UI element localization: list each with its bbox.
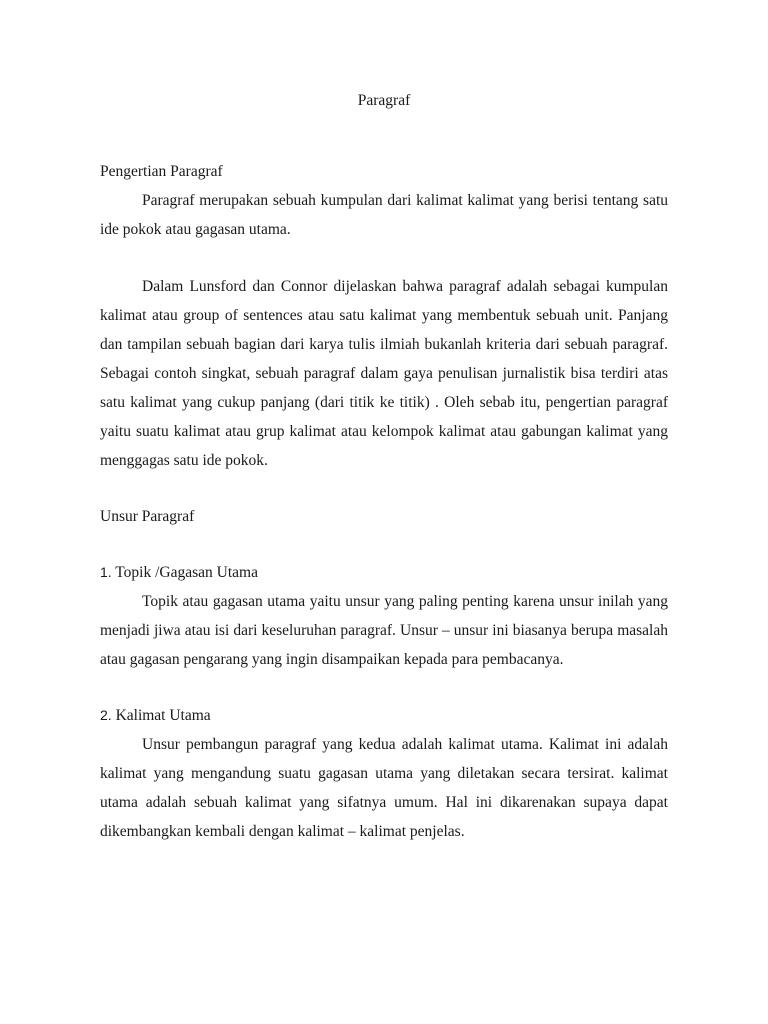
subsection-number: 1. (100, 564, 112, 580)
paragraph-pengertian-2: Dalam Lunsford dan Connor dijelaskan bahwa paragraf adalah sebagai kumpulan kalimat atau group of sentences atau satu kalimat yang membentuk sebuah unit. Panjang dan tampilan sebuah bagian dari karya tulis ilmiah bukanlah kriteria dari sebuah paragraf. Sebagai contoh singkat, sebuah paragraf dalam gaya penulisan jurnalistik bisa terdiri atas satu kalimat yang cukup panjang (dari titik ke titik) . Oleh sebab itu, pengertian paragraf yaitu suatu kalimat atau grup kalimat atau kelompok kalimat atau gabungan kalimat yang menggagas satu ide pokok. (100, 278, 668, 469)
subsection-number: 2. (100, 707, 112, 723)
subsection-heading-label: Topik /Gagasan Utama (115, 564, 258, 581)
document-page (100, 86, 668, 846)
document-title: Paragraf (357, 92, 411, 109)
section-heading-unsur: Unsur Paragraf (100, 508, 195, 525)
paragraph-kalimat-utama: Unsur pembangun paragraf yang kedua adalah kalimat utama. Kalimat ini adalah kalimat yang mengandung suatu gagasan utama yang diletakan secara tersirat. kalimat utama adalah sebuah kalimat yang sifatnya umum. Hal ini dikarenakan supaya dapat dikembangkan kembali dengan kalimat – kalimat penjelas. (100, 736, 668, 840)
section-heading-pengertian: Pengertian Paragraf (100, 163, 223, 180)
paragraph-topik: Topik atau gagasan utama yaitu unsur yang paling penting karena unsur inilah yang menjadi jiwa atau isi dari keseluruhan paragraf. Unsur – unsur ini biasanya berupa masalah atau gagasan pengarang yang ingin disampaikan kepada para pembacanya. (100, 593, 668, 668)
subsection-heading-kalimat-utama (100, 701, 668, 730)
paragraph-pengertian-1: Paragraf merupakan sebuah kumpulan dari kalimat kalimat yang berisi tentang satu ide pokok atau gagasan utama. (100, 192, 668, 238)
subsection-heading-topik (100, 558, 668, 587)
subsection-heading-label: Kalimat Utama (115, 707, 211, 724)
